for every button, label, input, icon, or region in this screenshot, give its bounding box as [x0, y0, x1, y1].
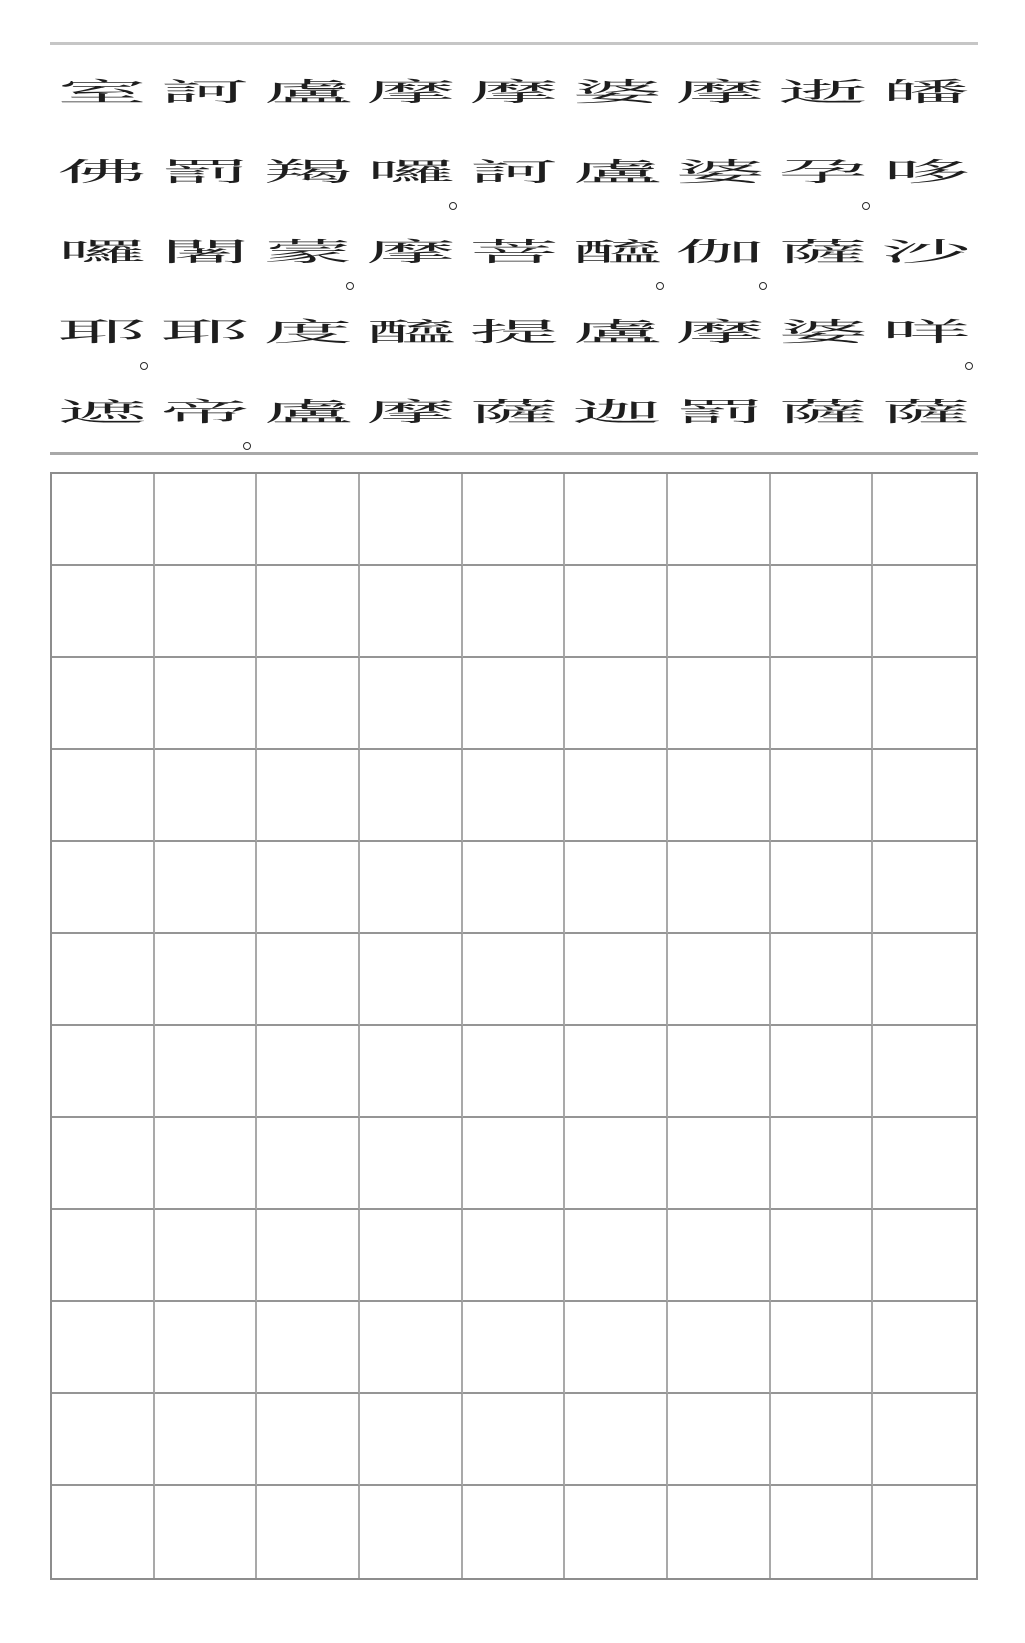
- practice-grid-cell: [155, 842, 258, 934]
- practice-grid-cell: [52, 934, 155, 1026]
- practice-grid-cell: [360, 750, 463, 842]
- practice-grid-cell: [463, 1026, 566, 1118]
- character-cell: [359, 52, 462, 132]
- practice-grid-cell: [873, 1394, 976, 1486]
- practice-grid-cell: [771, 566, 874, 658]
- practice-grid-cell: [873, 474, 976, 566]
- character-glyph: 迦: [572, 396, 662, 428]
- scripture-text-panel: [50, 52, 978, 441]
- practice-grid-cell: [565, 934, 668, 1026]
- character-cell: [669, 292, 772, 372]
- practice-grid-cell: [155, 934, 258, 1026]
- practice-grid-cell: [873, 1486, 976, 1578]
- character-glyph: 菩: [469, 236, 559, 268]
- practice-grid-cell: [771, 1026, 874, 1118]
- character-glyph: 盧: [572, 316, 662, 348]
- practice-grid-cell: [771, 934, 874, 1026]
- practice-grid-cell: [668, 1486, 771, 1578]
- divider-rule: [50, 452, 978, 455]
- punctuation-circle-icon: [243, 442, 251, 450]
- practice-grid-cell: [52, 658, 155, 750]
- practice-grid-cell: [463, 566, 566, 658]
- character-glyph: 摩: [675, 316, 766, 348]
- character-glyph: 伽: [675, 236, 766, 268]
- practice-grid-cell: [565, 842, 668, 934]
- practice-grid-cell: [668, 566, 771, 658]
- practice-grid-cell: [771, 474, 874, 566]
- practice-grid-cell: [52, 1486, 155, 1578]
- practice-grid-cell: [565, 1486, 668, 1578]
- practice-grid-cell: [155, 566, 258, 658]
- practice-grid-cell: [463, 934, 566, 1026]
- practice-grid-cell: [873, 1026, 976, 1118]
- character-glyph: 罰: [159, 156, 250, 188]
- character-cell: [875, 372, 978, 452]
- character-glyph: 孕: [778, 156, 869, 188]
- character-cell: [153, 292, 256, 372]
- character-cell: [256, 132, 359, 212]
- character-cell: [256, 372, 359, 452]
- practice-grid: [50, 472, 978, 1580]
- character-cell: [462, 212, 565, 292]
- practice-grid-cell: [257, 1394, 360, 1486]
- character-glyph: 闍: [159, 236, 250, 268]
- character-glyph: 薩: [778, 236, 869, 268]
- practice-grid-cell: [771, 658, 874, 750]
- punctuation-circle-icon: [346, 282, 354, 290]
- practice-grid-cell: [565, 1026, 668, 1118]
- practice-grid-cell: [360, 566, 463, 658]
- practice-grid-cell: [463, 1486, 566, 1578]
- character-cell: [462, 52, 565, 132]
- character-cell: [772, 292, 875, 372]
- character-glyph: 哆: [881, 156, 972, 188]
- practice-grid-cell: [668, 658, 771, 750]
- practice-grid-cell: [155, 1394, 258, 1486]
- text-column-4: [566, 52, 669, 441]
- practice-grid-cell: [360, 1210, 463, 1302]
- character-cell: [669, 212, 772, 292]
- character-glyph: 摩: [366, 76, 456, 108]
- practice-grid-cell: [257, 1486, 360, 1578]
- practice-grid-cell: [360, 658, 463, 750]
- punctuation-circle-icon: [862, 202, 870, 210]
- character-cell: [669, 372, 772, 452]
- character-glyph: 摩: [469, 76, 559, 108]
- character-cell: [669, 52, 772, 132]
- character-cell: [50, 212, 153, 292]
- character-cell: [153, 372, 256, 452]
- practice-grid-cell: [257, 658, 360, 750]
- practice-grid-cell: [668, 474, 771, 566]
- practice-grid-cell: [463, 1210, 566, 1302]
- practice-grid-cell: [155, 750, 258, 842]
- punctuation-circle-icon: [449, 202, 457, 210]
- text-column-2: [772, 52, 875, 441]
- character-glyph: 薩: [469, 396, 559, 428]
- practice-grid-cell: [463, 658, 566, 750]
- character-cell: [153, 52, 256, 132]
- practice-grid-cell: [155, 474, 258, 566]
- practice-grid-cell: [668, 842, 771, 934]
- character-glyph: 婆: [675, 156, 766, 188]
- character-cell: [50, 292, 153, 372]
- character-glyph: 皤: [881, 76, 972, 108]
- character-glyph: 咩: [881, 316, 972, 348]
- practice-grid-cell: [52, 1026, 155, 1118]
- punctuation-circle-icon: [140, 362, 148, 370]
- practice-grid-cell: [873, 750, 976, 842]
- character-glyph: 耶: [159, 316, 250, 348]
- practice-grid-cell: [873, 566, 976, 658]
- practice-grid-cell: [565, 474, 668, 566]
- practice-grid-cell: [873, 842, 976, 934]
- character-cell: [462, 132, 565, 212]
- practice-grid-cell: [565, 1302, 668, 1394]
- practice-grid-cell: [360, 1026, 463, 1118]
- practice-grid-cell: [155, 1026, 258, 1118]
- practice-grid-cell: [771, 750, 874, 842]
- character-cell: [256, 292, 359, 372]
- text-column-3: [669, 52, 772, 441]
- character-glyph: 薩: [778, 396, 869, 428]
- practice-grid-cell: [463, 1118, 566, 1210]
- character-glyph: 羯: [262, 156, 353, 188]
- character-glyph: 罰: [675, 396, 766, 428]
- practice-grid-cell: [771, 842, 874, 934]
- practice-grid-cell: [565, 1210, 668, 1302]
- practice-grid-cell: [155, 1486, 258, 1578]
- practice-grid-cell: [257, 1302, 360, 1394]
- character-cell: [566, 372, 669, 452]
- practice-grid-cell: [155, 1302, 258, 1394]
- practice-grid-cell: [257, 842, 360, 934]
- practice-grid-cell: [257, 1026, 360, 1118]
- text-column-5: [462, 52, 565, 441]
- character-glyph: 醯: [572, 236, 662, 268]
- practice-grid-cell: [463, 842, 566, 934]
- character-glyph: 盧: [262, 76, 353, 108]
- practice-grid-cell: [360, 474, 463, 566]
- character-glyph: 帝: [159, 396, 250, 428]
- character-cell: [359, 132, 462, 212]
- character-glyph: 盧: [572, 156, 662, 188]
- character-glyph: 訶: [159, 76, 250, 108]
- practice-grid-cell: [873, 934, 976, 1026]
- character-glyph: 盧: [262, 396, 353, 428]
- practice-grid-cell: [771, 1394, 874, 1486]
- text-column-6: [359, 52, 462, 441]
- practice-grid-cell: [257, 750, 360, 842]
- character-glyph: 沙: [881, 236, 972, 268]
- practice-grid-cell: [52, 842, 155, 934]
- character-glyph: 耶: [56, 316, 147, 348]
- practice-grid-cell: [360, 1486, 463, 1578]
- character-cell: [875, 292, 978, 372]
- practice-grid-cell: [463, 1394, 566, 1486]
- practice-grid-cell: [257, 1118, 360, 1210]
- practice-grid-cell: [155, 1118, 258, 1210]
- character-glyph: 醯: [366, 316, 456, 348]
- practice-grid-cell: [873, 1210, 976, 1302]
- text-column-9: [50, 52, 153, 441]
- character-cell: [256, 52, 359, 132]
- character-glyph: 婆: [778, 316, 869, 348]
- character-cell: [462, 372, 565, 452]
- practice-grid-cell: [360, 1394, 463, 1486]
- character-glyph: 提: [469, 316, 559, 348]
- character-cell: [566, 292, 669, 372]
- practice-grid-cell: [257, 934, 360, 1026]
- practice-grid-cell: [873, 1118, 976, 1210]
- character-cell: [359, 292, 462, 372]
- practice-grid-cell: [52, 1210, 155, 1302]
- practice-grid-cell: [463, 474, 566, 566]
- practice-grid-cell: [668, 1118, 771, 1210]
- practice-grid-cell: [463, 1302, 566, 1394]
- practice-grid-cell: [52, 1118, 155, 1210]
- character-glyph: 摩: [675, 76, 766, 108]
- practice-grid-cell: [360, 842, 463, 934]
- character-cell: [359, 212, 462, 292]
- practice-grid-cell: [771, 1210, 874, 1302]
- practice-grid-cell: [360, 934, 463, 1026]
- character-cell: [566, 212, 669, 292]
- character-glyph: 薩: [881, 396, 972, 428]
- character-cell: [772, 212, 875, 292]
- punctuation-circle-icon: [965, 362, 973, 370]
- practice-grid-cell: [52, 474, 155, 566]
- punctuation-circle-icon: [759, 282, 767, 290]
- practice-grid-cell: [668, 750, 771, 842]
- practice-grid-cell: [771, 1302, 874, 1394]
- character-glyph: 囉: [56, 236, 147, 268]
- character-cell: [875, 52, 978, 132]
- character-glyph: 逝: [778, 76, 869, 108]
- character-glyph: 度: [262, 316, 353, 348]
- character-cell: [462, 292, 565, 372]
- character-cell: [256, 212, 359, 292]
- practice-grid-cell: [668, 1394, 771, 1486]
- practice-grid-cell: [463, 750, 566, 842]
- character-cell: [50, 52, 153, 132]
- practice-grid-cell: [873, 658, 976, 750]
- character-cell: [566, 52, 669, 132]
- practice-grid-cell: [565, 658, 668, 750]
- character-cell: [359, 372, 462, 452]
- text-column-1: [875, 52, 978, 441]
- practice-grid-cell: [52, 1394, 155, 1486]
- character-glyph: 蒙: [262, 236, 353, 268]
- practice-grid-cell: [668, 1026, 771, 1118]
- text-column-8: [153, 52, 256, 441]
- character-cell: [50, 132, 153, 212]
- character-cell: [772, 372, 875, 452]
- character-cell: [50, 372, 153, 452]
- character-cell: [153, 132, 256, 212]
- practice-grid-cell: [565, 750, 668, 842]
- character-cell: [875, 212, 978, 292]
- punctuation-circle-icon: [656, 282, 664, 290]
- character-glyph: 訶: [469, 156, 559, 188]
- practice-grid-cell: [565, 1394, 668, 1486]
- practice-grid-cell: [257, 566, 360, 658]
- practice-grid-cell: [565, 566, 668, 658]
- practice-grid-cell: [873, 1302, 976, 1394]
- practice-grid-cell: [52, 750, 155, 842]
- text-column-7: [256, 52, 359, 441]
- practice-grid-cell: [565, 1118, 668, 1210]
- character-cell: [772, 52, 875, 132]
- character-cell: [669, 132, 772, 212]
- character-glyph: 摩: [366, 236, 456, 268]
- character-cell: [875, 132, 978, 212]
- character-glyph: 佛: [56, 156, 147, 188]
- character-glyph: 室: [56, 76, 147, 108]
- practice-grid-cell: [257, 474, 360, 566]
- practice-grid-cell: [668, 1302, 771, 1394]
- practice-grid-cell: [771, 1118, 874, 1210]
- practice-grid-cell: [668, 934, 771, 1026]
- character-cell: [153, 212, 256, 292]
- character-cell: [772, 132, 875, 212]
- practice-grid-cell: [257, 1210, 360, 1302]
- character-glyph: 摩: [366, 396, 456, 428]
- practice-grid-cell: [360, 1302, 463, 1394]
- practice-grid-cell: [155, 1210, 258, 1302]
- top-rule: [50, 42, 978, 45]
- character-glyph: 遮: [56, 396, 147, 428]
- practice-grid-cell: [668, 1210, 771, 1302]
- practice-grid-cell: [52, 1302, 155, 1394]
- practice-grid-cell: [52, 566, 155, 658]
- practice-grid-cell: [771, 1486, 874, 1578]
- character-glyph: 婆: [572, 76, 662, 108]
- practice-grid-cell: [155, 658, 258, 750]
- practice-grid-cell: [360, 1118, 463, 1210]
- character-glyph: 囉: [366, 156, 456, 188]
- character-cell: [566, 132, 669, 212]
